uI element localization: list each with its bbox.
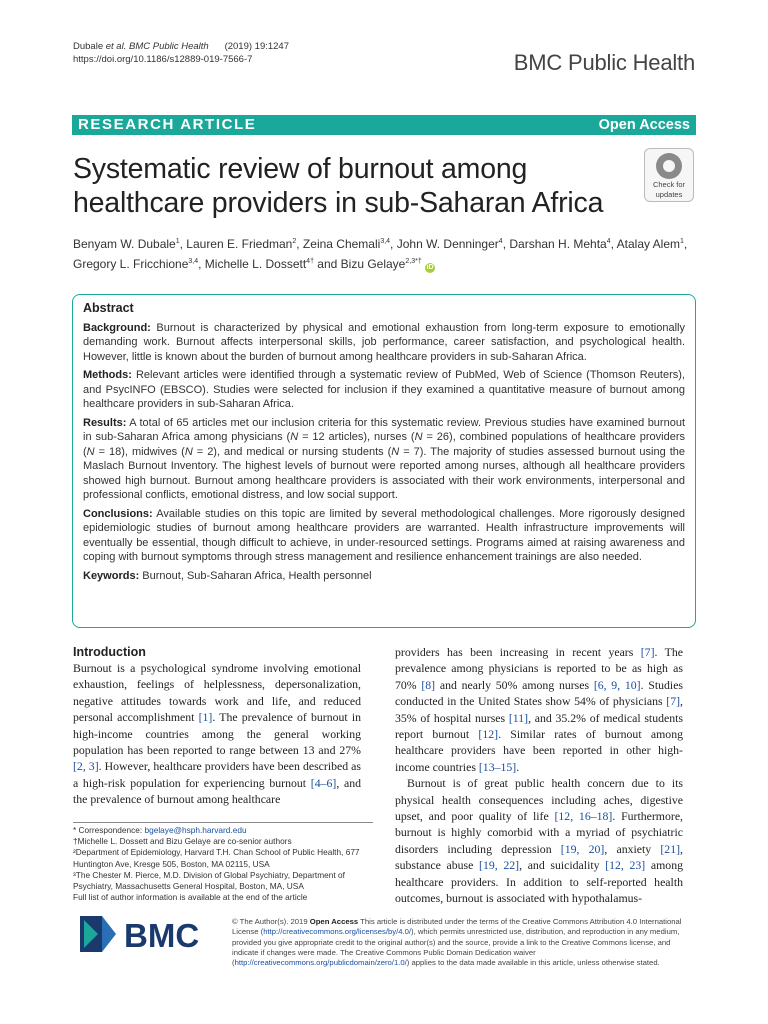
author-name: , Zeina Chemali <box>296 237 381 251</box>
text: This article is distributed under the terms of the Creative Commons Attribution 4.0 International License ( <box>232 917 682 937</box>
text: . The prevalence among physicians is reported to be as high as 70% <box>395 645 683 692</box>
n-symbol: N <box>290 431 299 443</box>
footnotes <box>73 822 373 903</box>
article-type-banner <box>72 115 696 135</box>
affiliation-sup: 2,3*† <box>405 258 422 265</box>
citation-link[interactable]: [7] <box>640 645 655 659</box>
author-name: , Atalay Alem <box>610 237 681 251</box>
first-author: Dubale <box>73 41 104 52</box>
citation-link[interactable]: [19, 20] <box>560 841 605 856</box>
n-symbol: N <box>184 445 193 458</box>
citation-link[interactable]: [12, 23] <box>605 858 646 873</box>
author-name: , Michelle L. Dossett <box>198 257 307 271</box>
body-column-right <box>395 644 683 907</box>
license-text <box>232 917 692 968</box>
text: , substance abuse <box>395 841 683 873</box>
open-access-bold: Open Access <box>309 917 359 926</box>
doi-link[interactable]: https://doi.org/10.1186/s12889-019-7566-7 <box>73 54 253 65</box>
journal-abbrev: et al. BMC Public Health <box>105 41 209 52</box>
citation-link[interactable]: [1] <box>198 710 213 725</box>
section-heading-introduction: Introduction <box>73 645 146 659</box>
badge-line1: Check for <box>652 180 686 189</box>
author-name: , Lauren E. Friedman <box>179 237 293 251</box>
n-symbol: N <box>414 431 423 443</box>
affiliation-sup: 4 <box>606 238 611 245</box>
section-label: Results: <box>83 416 127 429</box>
article-type-label: RESEARCH ARTICLE <box>78 116 257 133</box>
email-link[interactable]: bgelaye@hsph.harvard.edu <box>144 825 247 835</box>
affiliation-sup: 1 <box>175 238 180 245</box>
author-name: and Bizu Gelaye <box>313 257 406 271</box>
section-text: = 2), and medical or nursing students ( <box>192 445 392 458</box>
abstract-box <box>72 294 696 628</box>
logo-text: BMC <box>124 917 200 954</box>
text: © The Author(s). 2019 <box>232 917 310 926</box>
text: . However, healthcare providers have been described as a high-risk population for experiencing burnout <box>73 759 361 790</box>
article-title: Systematic review of burnout among healthcare providers in sub-Saharan Africa <box>73 153 604 219</box>
license-link[interactable]: http://creativecommons.org/licenses/by/4.0/ <box>263 927 412 937</box>
paragraph <box>73 660 361 808</box>
section-label: Methods: <box>83 369 132 381</box>
n-symbol: N <box>86 445 95 458</box>
abstract-background <box>83 321 685 365</box>
citation-link[interactable]: [19, 22] <box>479 858 520 873</box>
body-column-left <box>73 644 361 808</box>
text: , 35% of hospital nurses <box>395 694 683 725</box>
section-text: = 7). The majority of studies assessed burnout using the Maslach Burnout Inventory. The highest levels of burnout were reported among nurses, although all healthcare providers showed high burnout. Burnout among healthcare providers is associated with their work environments, interpersonal and professional conflicts, emotional distress, and low social support. <box>83 445 686 501</box>
section-text: A total of 65 articles met our inclusion criteria for this systematic review. Previous studies have examined burnout in sub-Saharan Africa among physicians ( <box>83 416 685 443</box>
citation-link[interactable]: [13–15] <box>478 759 517 774</box>
affiliation-sup: 3,4 <box>188 258 199 265</box>
author-name: , Gregory L. Fricchione <box>73 237 688 271</box>
paragraph <box>395 644 683 775</box>
citation-link[interactable]: [4–6] <box>310 775 337 790</box>
abstract-results <box>83 416 685 503</box>
correspondence-note <box>73 825 373 836</box>
badge-line2: updates <box>655 190 683 199</box>
crossmark-icon <box>656 153 682 179</box>
section-text: Available studies on this topic are limited by several methodological challenges. More rigorously designed epidemiologic studies of burnout among healthcare providers are warranted. Health infrastructure improvements will eventually be essential, though difficult to achieve, in under-resourced settings. Programs aimed at raising awareness and coping with burnout symptoms through stress management and resilience enhancement trainings are also needed. <box>83 507 685 563</box>
paragraph <box>395 775 683 906</box>
section-label: Keywords: <box>83 569 140 582</box>
citation-link[interactable]: [6, 9, 10] <box>593 677 641 692</box>
text: , and suicidality <box>519 858 606 873</box>
text: Burnout is a psychological syndrome involving emotional exhaustion, feelings of helplessness, depersonalization, negative attitudes towards work and life, and reduced personal accomplishment <box>73 661 361 725</box>
text: Burnout is of great public health concern due to its physical health consequences including aches, digestive upset, and poor quality of life <box>395 776 683 824</box>
footnote: †Michelle L. Dossett and Bizu Gelaye are co-senior authors <box>73 836 292 847</box>
text: . The prevalence of burnout in high-income countries among the general working population has been reported to range between 13 and 27% <box>73 710 361 758</box>
text: . Furthermore, burnout is highly comorbid with a myriad of psychiatric disorders including depression <box>395 809 684 856</box>
text: . Similar rates of burnout among healthcare providers have been reported in other high-income countries <box>395 727 683 774</box>
affiliation-sup: 4† <box>306 258 314 265</box>
text: ) applies to the data made available in this article, unless otherwise stated. <box>406 958 660 968</box>
text: , and the prevalence of burnout among healthcare <box>73 775 361 807</box>
footnote: Full list of author information is available at the end of the article <box>73 892 308 903</box>
section-text: Burnout is characterized by physical and emotional exhaustion from long-term exposure to emotionally demanding work. Burnout affects interpersonal skills, job performance, career satisfaction, and psychological health. However, little is known about the burden of burnout among healthcare providers in sub-Saharan Africa. <box>83 321 685 363</box>
journal-name: BMC Public Health <box>513 50 695 75</box>
citation-link[interactable]: [21] <box>660 841 681 856</box>
citation-header <box>73 40 289 66</box>
orcid-icon[interactable]: iD <box>426 264 434 271</box>
citation-link[interactable]: [11] <box>508 710 529 725</box>
section-text: = 12 articles), nurses ( <box>298 431 415 443</box>
section-text: Burnout, Sub-Saharan Africa, Health personnel <box>139 569 372 582</box>
text: ), which permits unrestricted use, distribution, and reproduction in any medium, provided you give appropriate credit to the original author(s) and the source, provide a link to the Creative Commons license, and indicate if changes were made. The Creative Commons Public Domain Dedication waiver ( <box>232 927 680 968</box>
author-name: Benyam W. Dubale <box>73 237 176 251</box>
section-text: = 18), midwives ( <box>94 445 185 458</box>
text: * Correspondence: <box>73 825 145 835</box>
citation-link[interactable]: [2, 3] <box>73 759 99 774</box>
author-list <box>73 233 698 273</box>
citation-link[interactable]: [12, 16–18] <box>554 809 613 824</box>
abstract-conclusions <box>83 507 685 565</box>
section-label: Conclusions: <box>83 507 153 520</box>
citation-link[interactable]: [12] <box>478 727 499 742</box>
section-text: = 26), combined populations of healthcare providers ( <box>83 431 685 458</box>
public-domain-link[interactable]: http://creativecommons.org/publicdomain/zero/1.0/ <box>234 958 407 968</box>
citation-line <box>73 40 289 53</box>
bmc-logo <box>80 914 215 954</box>
section-label: Background: <box>83 321 151 334</box>
text: providers has been increasing in recent years <box>395 645 641 659</box>
text: , anxiety <box>604 841 661 856</box>
text: . Studies conducted in the United States show 54% of physicians <box>395 677 684 709</box>
footnote: ³The Chester M. Pierce, M.D. Division of Global Psychiatry, Department of Psychiatry, Massachusetts General Hospital, Boston, MA, USA <box>73 869 345 892</box>
n-symbol: N <box>391 445 400 458</box>
affiliation-sup: 1 <box>680 238 684 245</box>
affiliation-sup: 3,4 <box>380 238 391 245</box>
section-text: Relevant articles were identified through a systematic review of PubMed, Web of Science (Thomson Reuters), and PsycINFO (EBSCO). Studies were selected for inclusion if they examined a quantitative measure of burnout among healthcare providers in sub-Saharan Africa. <box>83 369 685 410</box>
author-name: , John W. Denninger <box>390 237 499 251</box>
author-name: , Darshan H. Mehta <box>502 237 607 251</box>
abstract-methods <box>83 368 685 412</box>
text: and nearly 50% among nurses <box>435 677 594 692</box>
affiliation-sup: 2 <box>292 238 297 245</box>
abstract-heading: Abstract <box>83 301 134 315</box>
year-volume: (2019) 19:1247 <box>224 41 290 52</box>
abstract-keywords <box>83 569 685 584</box>
open-access-label: Open Access <box>598 117 690 133</box>
text: , and 35.2% of medical students report burnout <box>395 710 683 742</box>
check-for-updates-badge[interactable] <box>644 148 694 202</box>
footnote: ²Department of Epidemiology, Harvard T.H. Chan School of Public Health, 677 Huntington Ave, Kresge 505, Boston, MA 02115, USA <box>73 847 360 869</box>
text: among healthcare providers. In addition to self-reported health outcomes, burnout is associated with hypothalamus- <box>395 858 684 906</box>
citation-link[interactable]: [8] <box>421 677 436 692</box>
citation-link[interactable]: [7] <box>666 694 681 709</box>
text: . <box>516 759 520 774</box>
affiliation-sup: 4 <box>498 238 503 245</box>
